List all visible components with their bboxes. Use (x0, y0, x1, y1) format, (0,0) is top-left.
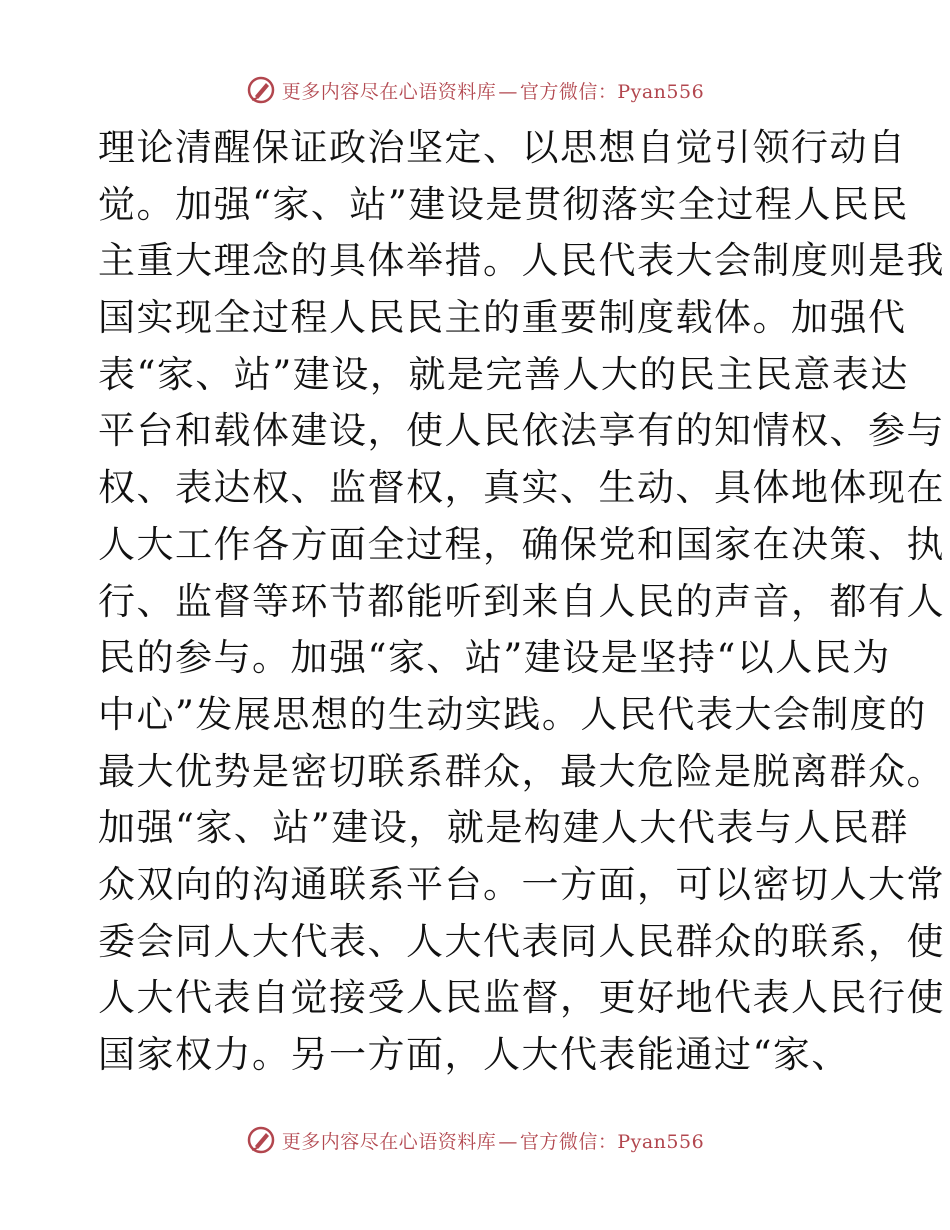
body-line: 最大优势是密切联系群众，最大危险是脱离群众。 (98, 749, 945, 793)
body-line: 主重大理念的具体举措。人民代表大会制度则是我 (98, 239, 945, 283)
body-line: 加强“家、站”建设，就是构建人大代表与人民群 (98, 806, 909, 850)
header-wechat-id: Pyan556 (617, 80, 705, 103)
footer-watermark (0, 1120, 950, 1160)
document-body (98, 120, 945, 1084)
footer-wechat-label: 官方微信： (519, 1130, 618, 1153)
body-line: 行、监督等环节都能听到来自人民的声音，都有人 (98, 579, 945, 623)
header-watermark (0, 70, 950, 110)
body-line: 中心”发展思想的生动实践。人民代表大会制度的 (98, 692, 927, 736)
body-line: 委会同人大代表、人大代表同人民群众的联系，使 (98, 919, 945, 963)
header-separator: — (498, 80, 518, 103)
body-line: 觉。加强“家、站”建设是贯彻落实全过程人民民 (98, 182, 909, 226)
footer-separator: — (498, 1130, 518, 1153)
body-line: 国实现全过程人民民主的重要制度载体。加强代 (98, 296, 907, 340)
header-banner-text (282, 77, 704, 104)
body-line: 众双向的沟通联系平台。一方面，可以密切人大常 (98, 862, 945, 906)
body-line: 国家权力。另一方面，人大代表能通过“家、 (98, 1033, 850, 1076)
header-wechat-label: 官方微信： (519, 80, 618, 103)
footer-site-name: 更多内容尽在心语资料库 (281, 1130, 497, 1153)
body-line: 民的参与。加强“家、站”建设是坚持“以人民为 (98, 636, 891, 680)
body-line: 人大工作各方面全过程，确保党和国家在决策、执 (98, 522, 945, 566)
body-line: 理论清醒保证政治坚定、以思想自觉引领行动自 (98, 126, 907, 169)
header-site-name: 更多内容尽在心语资料库 (281, 80, 497, 103)
body-line: 平台和载体建设，使人民依法享有的知情权、参与 (98, 409, 945, 453)
footer-banner-text (282, 1127, 704, 1154)
body-line: 表“家、站”建设，就是完善人大的民主民意表达 (98, 352, 909, 396)
footer-wechat-id: Pyan556 (617, 1130, 705, 1153)
pen-logo-icon (246, 1125, 276, 1155)
body-line: 权、表达权、监督权，真实、生动、具体地体现在 (98, 466, 945, 510)
body-line: 人大代表自觉接受人民监督，更好地代表人民行使 (98, 976, 945, 1020)
pen-logo-icon (246, 75, 276, 105)
